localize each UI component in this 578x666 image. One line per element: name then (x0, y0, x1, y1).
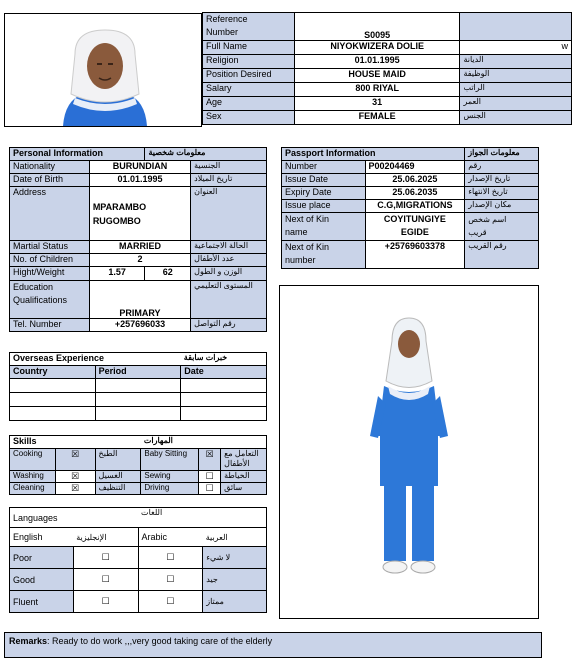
address-label: Address (10, 187, 90, 241)
overseas-cell (181, 393, 267, 407)
passport-info-title: Passport Information (282, 148, 465, 161)
height-weight-ar: الوزن و الطول (191, 267, 267, 281)
salary-label: Salary (203, 83, 295, 97)
reference-number-label: Reference Number (203, 13, 295, 41)
overseas-col-period: Period (95, 366, 181, 379)
overseas-cell (95, 393, 181, 407)
dob-label: Date of Birth (10, 174, 90, 187)
personal-info-table (9, 147, 267, 332)
passport-number-label: Number (282, 161, 366, 174)
education-value: PRIMARY (89, 281, 190, 319)
skill-babysitting-label: Baby Sitting (141, 449, 199, 471)
overseas-cell (95, 407, 181, 421)
next-of-kin-label (282, 213, 366, 241)
kin-number-label (282, 241, 366, 269)
expiry-date-value: 25.06.2035 (365, 187, 465, 200)
next-of-kin-ar-line-2: قريب (468, 228, 487, 237)
children-label: No. of Children (10, 254, 90, 267)
tel-label: Tel. Number (10, 319, 90, 332)
lang-level-fluent: Fluent (10, 591, 74, 613)
issue-date-ar: تاريخ الإصدار (465, 174, 539, 187)
languages-table (9, 507, 267, 613)
next-of-kin-value (365, 213, 465, 241)
issue-place-ar: مكان الإصدار (465, 200, 539, 213)
remarks-label: Remarks (9, 636, 48, 646)
skill-cleaning-checkbox[interactable]: ☒ (55, 483, 95, 495)
address-line-1: MPARAMBO (92, 201, 147, 212)
skill-sewing-label: Sewing (141, 471, 199, 483)
overseas-experience-table (9, 352, 267, 421)
age-value: 31 (294, 97, 460, 111)
position-value: HOUSE MAID (294, 69, 460, 83)
skill-sewing-ar: الخياطة (221, 471, 267, 483)
lang-level-good-ar: جيد (203, 569, 267, 591)
sex-ar: الجنس (460, 111, 572, 125)
next-of-kin-line-2: EGIDE (400, 227, 429, 237)
overseas-title-ar: خبرات سابقة (181, 353, 267, 366)
skill-cleaning-label: Cleaning (10, 483, 56, 495)
kin-number-label-line-1: Next of Kin (285, 242, 330, 252)
salary-ar: الراتب (460, 83, 572, 97)
skill-washing-label: Washing (10, 471, 56, 483)
skill-babysitting-ar: التعامل مع الأطفال (221, 449, 267, 471)
lang-poor-english-checkbox[interactable]: ☐ (73, 547, 138, 569)
remarks-box (4, 632, 542, 658)
headshot-photo-frame (4, 13, 202, 127)
education-label-line-1: Education (13, 282, 54, 292)
reference-number-ar (460, 13, 572, 41)
issue-place-label: Issue place (282, 200, 366, 213)
overseas-col-country: Country (10, 366, 96, 379)
dob-value: 01.01.1995 (89, 174, 190, 187)
languages-title-ar: اللغات (138, 508, 266, 528)
marital-value: MARRIED (89, 241, 190, 254)
tel-ar: رقم التواصل (191, 319, 267, 332)
personal-info-title: Personal Information (10, 148, 145, 161)
header-info-table (202, 12, 572, 125)
next-of-kin-ar-line-1: اسم شخص (468, 215, 507, 224)
issue-place-value: C.G,MIGRATIONS (365, 200, 465, 213)
address-value (89, 187, 190, 241)
overseas-cell (181, 379, 267, 393)
education-label-line-2: Qualifications (13, 295, 68, 305)
passport-info-title-ar: معلومات الجواز (465, 148, 539, 161)
overseas-cell (181, 407, 267, 421)
passport-number-ar: رقم (465, 161, 539, 174)
age-label: Age (203, 97, 295, 111)
dob-ar: تاريخ الميلاد (191, 174, 267, 187)
lang-english-ar: الإنجليزية (73, 528, 138, 547)
overseas-col-date: Date (181, 366, 267, 379)
kin-number-value: +25769603378 (365, 241, 465, 269)
lang-arabic-ar: العربية (203, 528, 267, 547)
skill-babysitting-checkbox[interactable]: ☒ (199, 449, 221, 471)
languages-title: Languages (10, 508, 139, 528)
position-label: Position Desired (203, 69, 295, 83)
lang-poor-arabic-checkbox[interactable]: ☐ (138, 547, 203, 569)
nationality-ar: الجنسية (191, 161, 267, 174)
full-body-photo (280, 286, 538, 618)
skills-title-ar: المهارات (141, 436, 267, 449)
skills-table (9, 435, 267, 495)
skill-washing-checkbox[interactable]: ☒ (55, 471, 95, 483)
full-body-photo-frame (279, 285, 539, 619)
skill-cooking-checkbox[interactable]: ☒ (55, 449, 95, 471)
height-weight-label: Hight/Weight (10, 267, 90, 281)
expiry-date-ar: تاريخ الانتهاء (465, 187, 539, 200)
lang-level-fluent-ar: ممتاز (203, 591, 267, 613)
issue-date-label: Issue Date (282, 174, 366, 187)
skills-title: Skills (10, 436, 141, 449)
education-label (10, 281, 90, 319)
skill-driving-checkbox[interactable]: ☐ (199, 483, 221, 495)
skill-cleaning-ar: التنظيف (95, 483, 141, 495)
skill-sewing-checkbox[interactable]: ☐ (199, 471, 221, 483)
remarks-text: : Ready to do work ,,,very good taking care of the elderly (47, 636, 273, 646)
headshot-photo (5, 14, 201, 126)
overseas-cell (10, 393, 96, 407)
lang-level-poor-ar: لا شيء (203, 547, 267, 569)
overseas-cell (10, 407, 96, 421)
lang-arabic-label: Arabic (138, 528, 203, 547)
education-ar: المستوى التعليمي (191, 281, 267, 319)
full-name-label: Full Name (203, 41, 295, 55)
lang-level-poor: Poor (10, 547, 74, 569)
next-of-kin-ar (465, 213, 539, 241)
lang-fluent-arabic-checkbox[interactable]: ☐ (138, 591, 203, 613)
address-line-2: RUGOMBO (92, 215, 141, 226)
next-of-kin-label-line-2: name (285, 227, 308, 237)
religion-value: 01.01.1995 (294, 55, 460, 69)
personal-info-title-ar: معلومات شخصية (145, 148, 267, 161)
skill-driving-ar: سائق (221, 483, 267, 495)
passport-number-value: P00204469 (365, 161, 465, 174)
tel-value: +257696033 (89, 319, 190, 332)
salary-value: 800 RIYAL (294, 83, 460, 97)
next-of-kin-label-line-1: Next of Kin (285, 214, 330, 224)
skill-washing-ar: الغسيل (95, 471, 141, 483)
children-ar: عدد الأطفال (191, 254, 267, 267)
religion-label: Religion (203, 55, 295, 69)
next-of-kin-line-1: COYITUNGIYE (383, 214, 446, 224)
nationality-value: BURUNDIAN (89, 161, 190, 174)
reference-number-value: S0095 (294, 13, 460, 41)
overseas-title: Overseas Experience (10, 353, 181, 366)
children-value: 2 (89, 254, 190, 267)
height-value: 1.57 (89, 267, 145, 281)
overseas-cell (95, 379, 181, 393)
sex-label: Sex (203, 111, 295, 125)
lang-level-good: Good (10, 569, 74, 591)
kin-number-ar: رقم القريب (465, 241, 539, 269)
issue-date-value: 25.06.2025 (365, 174, 465, 187)
weight-value: 62 (145, 267, 191, 281)
lang-fluent-english-checkbox[interactable]: ☐ (73, 591, 138, 613)
kin-number-label-line-2: number (285, 255, 316, 265)
skill-driving-label: Driving (141, 483, 199, 495)
age-ar: العمر (460, 97, 572, 111)
lang-good-english-checkbox[interactable]: ☐ (73, 569, 138, 591)
sex-value: FEMALE (294, 111, 460, 125)
skill-cooking-label: Cooking (10, 449, 56, 471)
passport-info-table (281, 147, 539, 269)
lang-good-arabic-checkbox[interactable]: ☐ (138, 569, 203, 591)
address-ar: العنوان (191, 187, 267, 241)
position-ar: الوظيفة (460, 69, 572, 83)
marital-label: Martial Status (10, 241, 90, 254)
expiry-date-label: Expiry Date (282, 187, 366, 200)
religion-ar: الديانة (460, 55, 572, 69)
skill-cooking-ar: الطبخ (95, 449, 141, 471)
full-name-value: NIYOKWIZERA DOLIE (294, 41, 460, 55)
nationality-label: Nationality (10, 161, 90, 174)
lang-english-label: English (10, 528, 74, 547)
overseas-cell (10, 379, 96, 393)
marital-ar: الحالة الاجتماعية (191, 241, 267, 254)
full-name-ar: w (460, 41, 572, 55)
